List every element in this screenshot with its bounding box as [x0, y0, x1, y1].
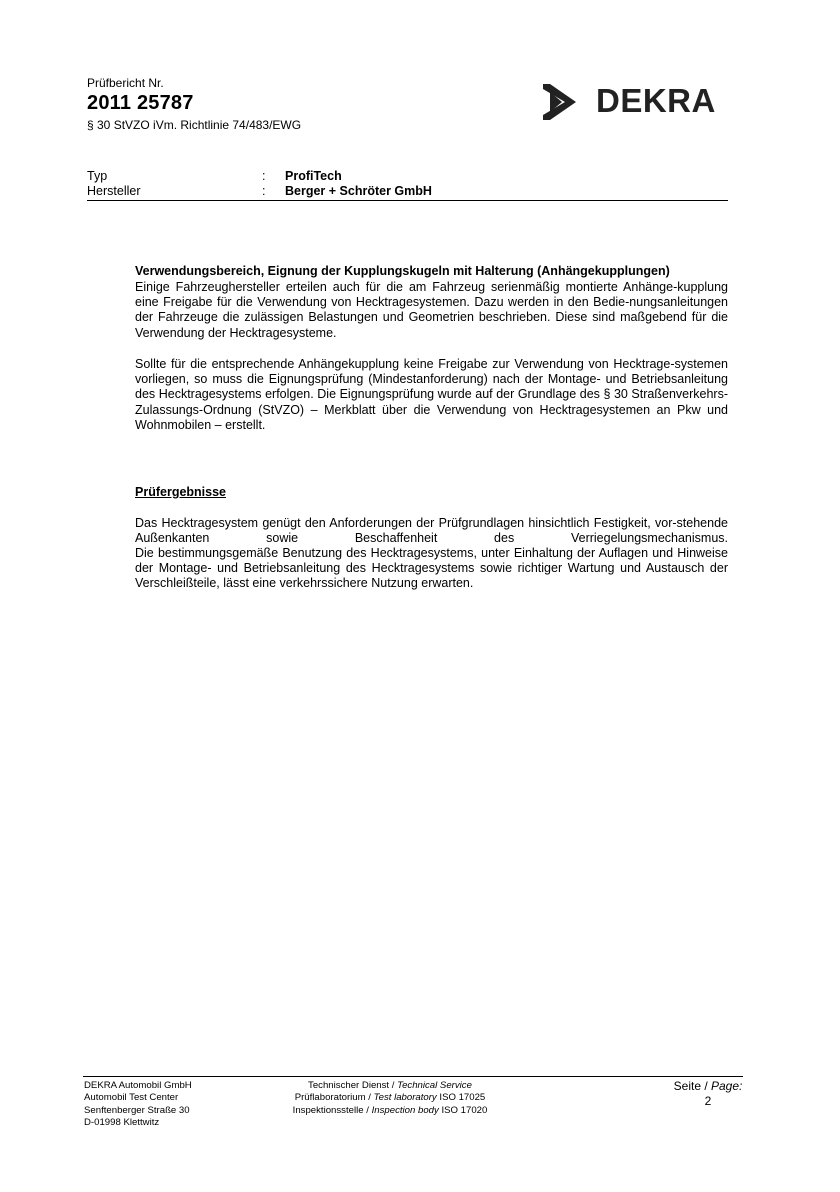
footer-company-name: DEKRA Automobil GmbH — [84, 1080, 192, 1091]
footer-test-laboratory: Prüflaboratorium / Test laboratory ISO 17025 — [294, 1092, 486, 1104]
field-value-typ: ProfiTech — [285, 169, 342, 183]
paragraph-verwendungsbereich-1: Einige Fahrzeughersteller erteilen auch für die am Fahrzeug serienmäßig montierte Anhänge-kupplung eine Freigabe für die Verwendung von Hecktragesystemen. Dazu werden in den Bedie-nungsanleitungen der Fahrzeuge die zulässigen Belastungen und Geometrien beschrieben. Diese sind maßgebend für die Verwendung der Hecktragesysteme. — [135, 280, 728, 340]
footer-page-block — [668, 1079, 748, 1109]
regulation-reference: § 30 StVZO iVm. Richtlinie 74/483/EWG — [87, 118, 302, 132]
footer-company-block — [84, 1080, 192, 1129]
report-label: Prüfbericht Nr. — [87, 76, 164, 90]
footer-inspection-body: Inspektionsstelle / Inspection body ISO 17020 — [292, 1104, 488, 1116]
dekra-logo-icon — [540, 80, 590, 124]
header-divider — [87, 200, 728, 201]
paragraph-pruefergebnisse-1: Das Hecktragesystem genügt den Anforderungen der Prüfgrundlagen hinsichtlich Festigkeit, vor-stehende Außenkanten sowie Beschaffenheit des Verriegelungsmechanismus. — [135, 516, 728, 546]
footer-page-label: Seite / Page: — [673, 1079, 743, 1093]
paragraph-verwendungsbereich-2: Sollte für die entsprechende Anhängekupplung keine Freigabe zur Verwendung von Hecktrage-systemen vorliegen, so muss die Eignungsprüfung (Mindestanforderung) nach der Montage- und Betriebsanleitung des Hecktragesystems erfolgen. Die Eignungsprüfung wurde auf der Grundlage des § 30 Straßenverkehrs-Zulassungs-Ordnung (StVZO) – Merkblatt über die Verwendung von Hecktragesystemen an Pkw und Wohnmobilen – erstellt. — [135, 357, 728, 432]
report-number: 2011 25787 — [87, 92, 194, 114]
field-sep-typ: : — [262, 169, 266, 183]
field-value-hersteller: Berger + Schröter GmbH — [285, 184, 432, 198]
field-label-typ: Typ — [87, 169, 108, 183]
footer-company-dept: Automobil Test Center — [84, 1092, 179, 1104]
field-label-hersteller: Hersteller — [87, 184, 141, 198]
footer-divider — [83, 1076, 743, 1077]
footer-company-city: D-01998 Klettwitz — [84, 1116, 160, 1128]
footer-technical-service: Technischer Dienst / Technical Service — [308, 1080, 472, 1091]
field-sep-hersteller: : — [262, 184, 266, 198]
footer-page-number: 2 — [704, 1094, 712, 1108]
footer-accreditation-block — [270, 1080, 510, 1117]
section-heading-verwendungsbereich: Verwendungsbereich, Eignung der Kupplungskugeln mit Halterung (Anhängekupplungen) — [135, 264, 670, 278]
dekra-logo — [540, 80, 740, 124]
section-heading-pruefergebnisse: Prüfergebnisse — [135, 485, 227, 499]
paragraph-pruefergebnisse-2: Die bestimmungsgemäße Benutzung des Hecktragesystems, unter Einhaltung der Auflagen und Hinweise der Montage- und Betriebsanleitung des Hecktragesystems sowie richtiger Wartung und Austausch der Verschleißteile, lässt eine verkehrssichere Nutzung erwarten. — [135, 546, 728, 591]
footer-company-street: Senftenberger Straße 30 — [84, 1104, 190, 1116]
dekra-logo-text: DEKRA — [596, 82, 716, 119]
